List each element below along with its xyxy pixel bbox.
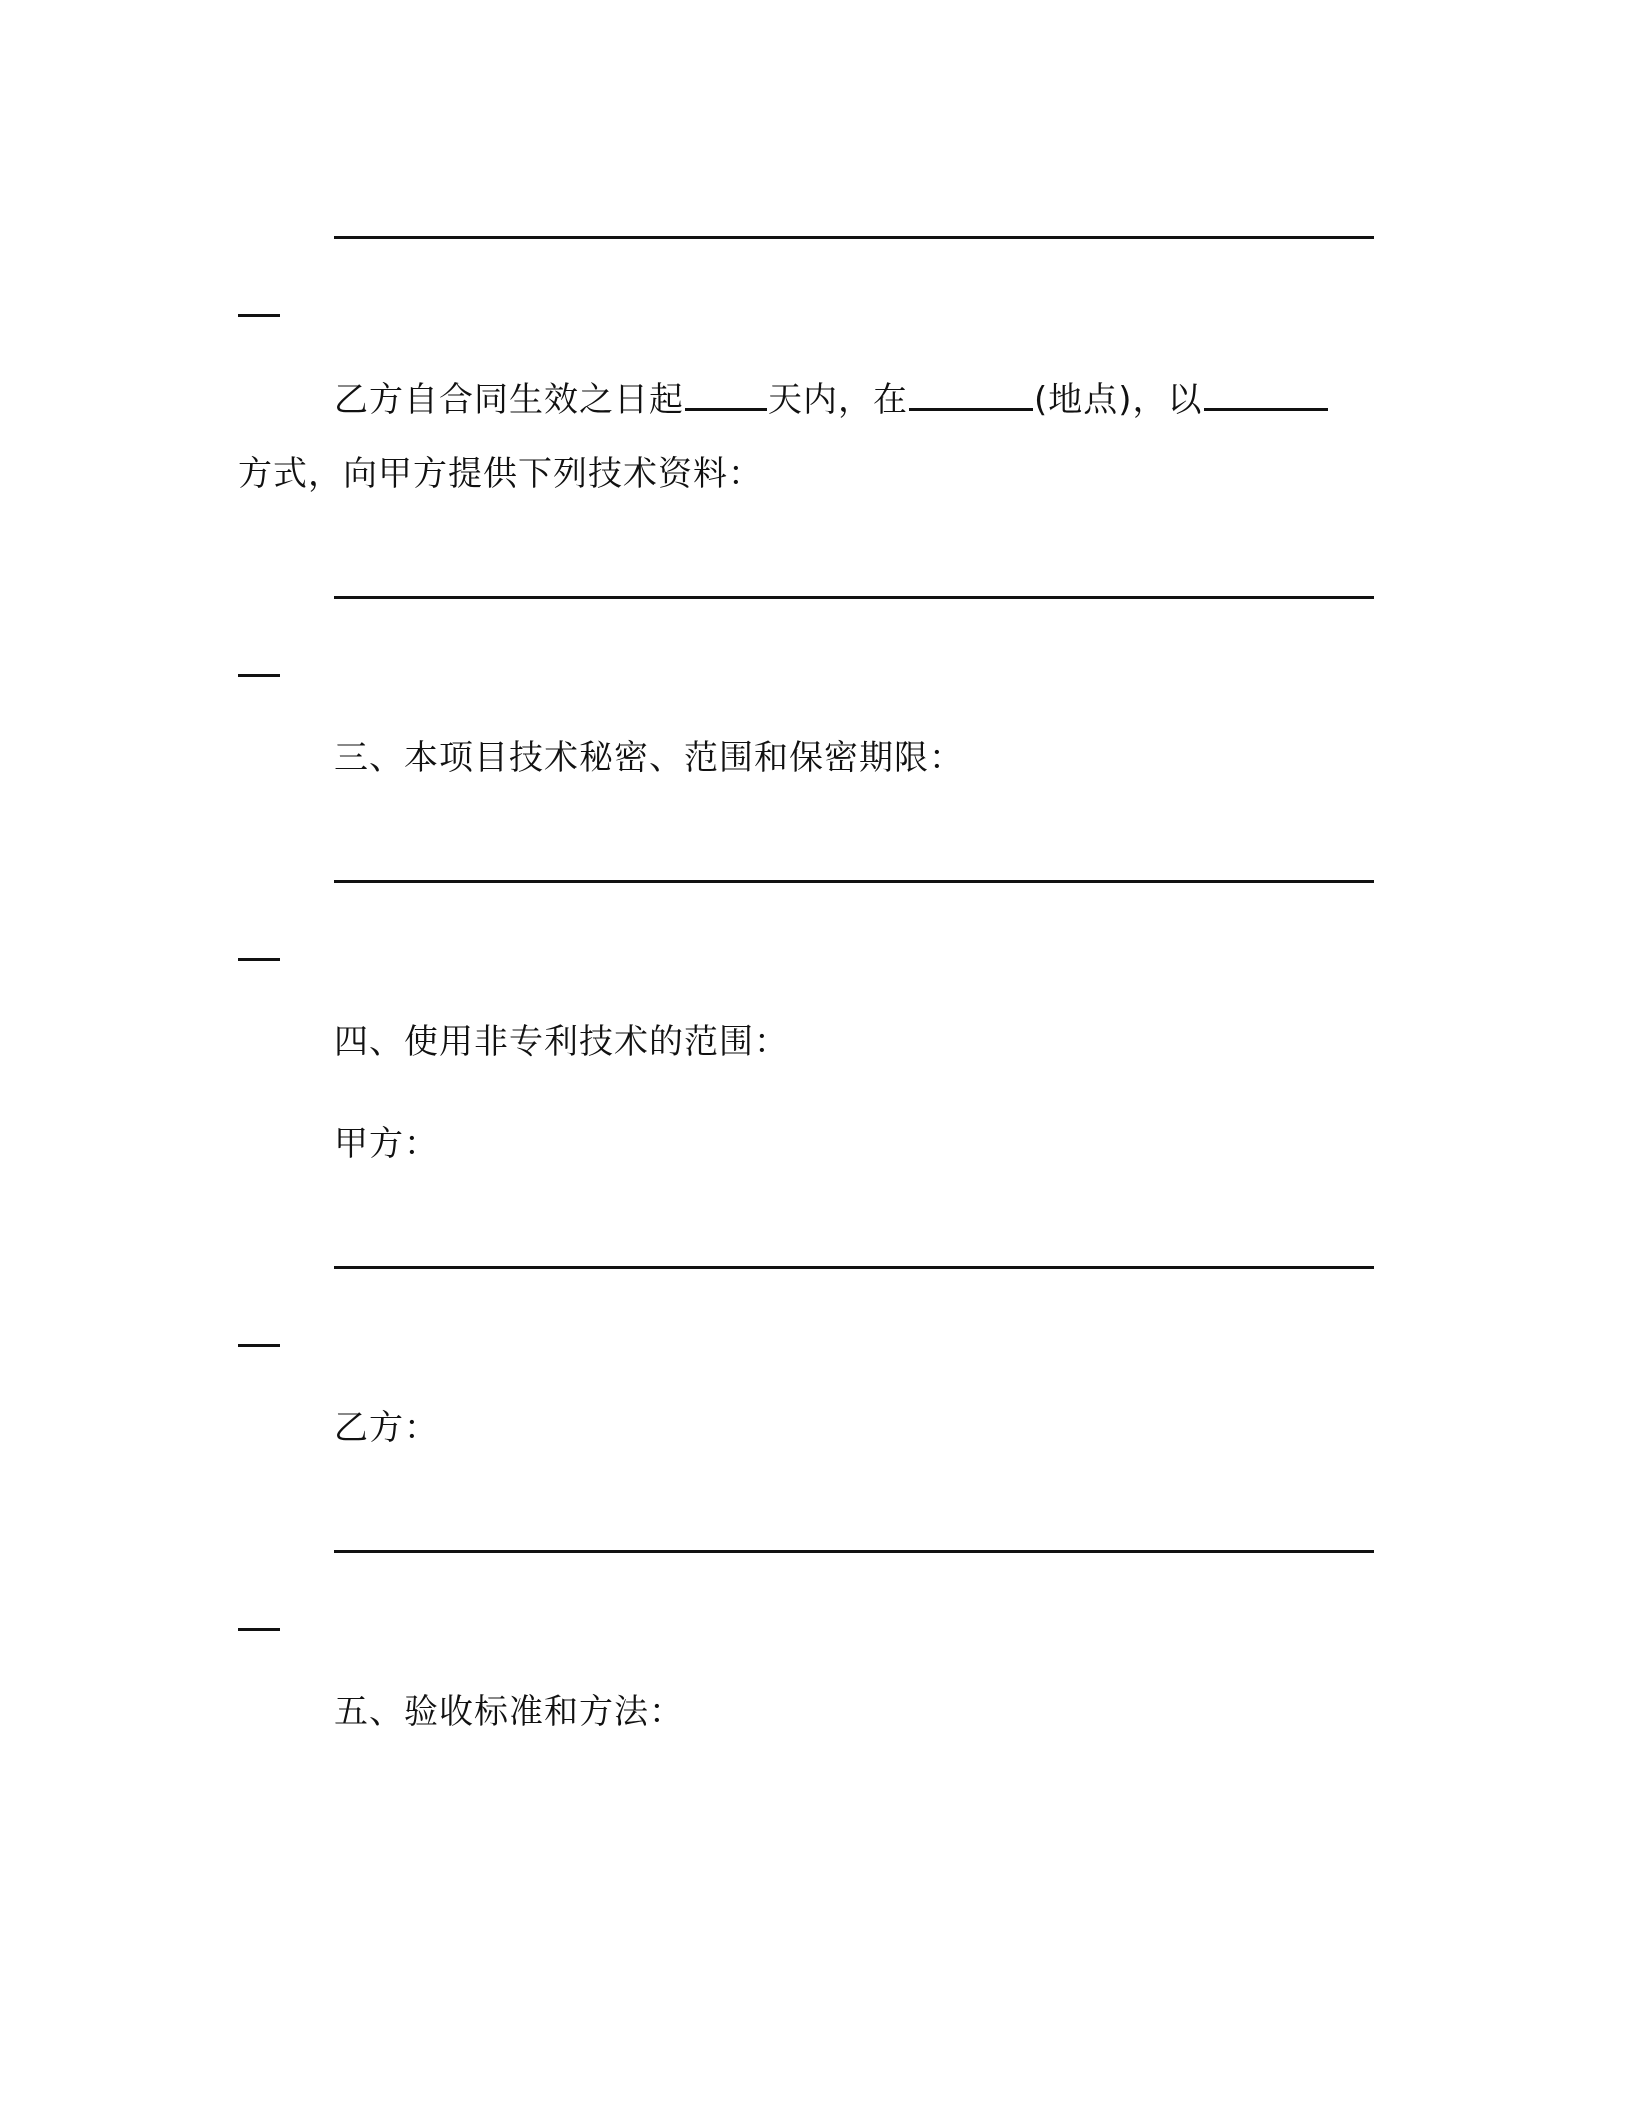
fill-in-line[interactable] (334, 1266, 1374, 1269)
location-blank[interactable] (909, 378, 1033, 411)
fill-in-line-tail (238, 958, 280, 961)
fill-in-line[interactable] (334, 236, 1374, 239)
method-blank[interactable] (1204, 378, 1328, 411)
delivery-clause-text: 乙方自合同生效之日起 (334, 380, 684, 420)
party-a-label: 甲方： (334, 1124, 439, 1164)
fill-in-line[interactable] (334, 880, 1374, 883)
fill-in-line[interactable] (334, 596, 1374, 599)
delivery-clause-text: 天内，在 (768, 380, 908, 420)
fill-in-line-tail (238, 314, 280, 317)
party-b-label: 乙方： (334, 1408, 439, 1448)
section-5-heading: 五、验收标准和方法： (334, 1692, 684, 1732)
fill-in-line-tail (238, 1344, 280, 1347)
delivery-clause-line1 (334, 378, 1329, 422)
section-3-heading: 三、本项目技术秘密、范围和保密期限： (334, 738, 964, 778)
days-blank[interactable] (685, 378, 767, 411)
fill-in-line[interactable] (334, 1550, 1374, 1553)
section-4-heading: 四、使用非专利技术的范围： (334, 1022, 789, 1062)
fill-in-line-tail (238, 674, 280, 677)
delivery-clause-text: (地点)，以 (1034, 380, 1203, 420)
delivery-clause-line2: 方式，向甲方提供下列技术资料： (238, 454, 763, 494)
fill-in-line-tail (238, 1628, 280, 1631)
